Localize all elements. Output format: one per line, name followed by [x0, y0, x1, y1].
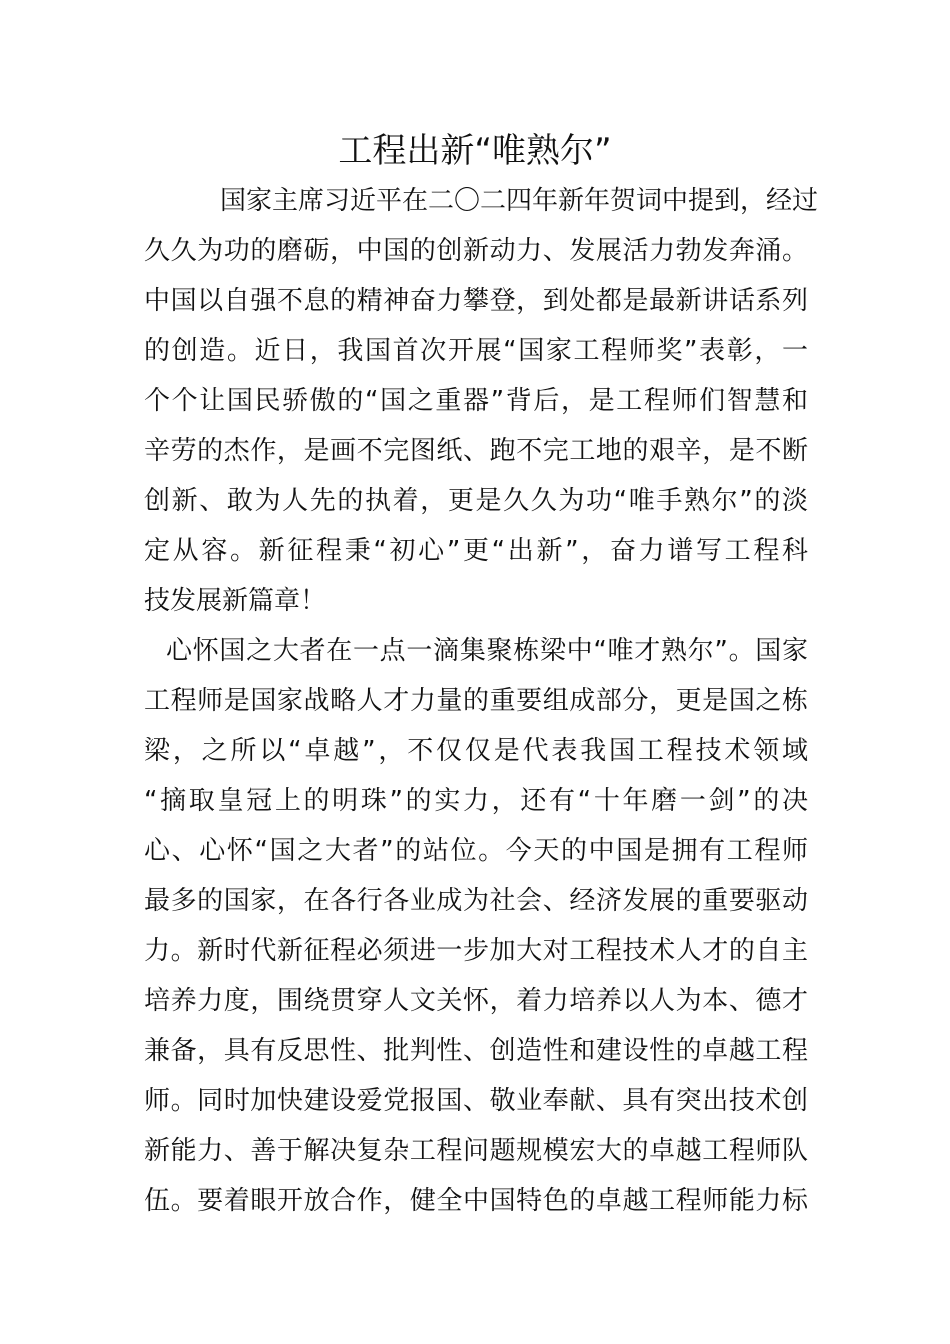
- paragraph-1-line: 中国以自强不息的精神奋力攀登，到处都是最新讲话系列: [144, 286, 808, 316]
- paragraph-2-line: 最多的国家，在各行各业成为社会、经济发展的重要驱动: [144, 886, 808, 916]
- paragraph-2-line: 心怀国之大者在一点一滴集聚栋梁中“唯才熟尔”。国家: [166, 636, 808, 666]
- paragraph-2-line: 师。同时加快建设爱党报国、敬业奉献、具有突出技术创: [144, 1086, 808, 1116]
- paragraph-2-line: 新能力、善于解决复杂工程问题规模宏大的卓越工程师队: [144, 1136, 808, 1166]
- paragraph-2-line: 伍。要着眼开放合作，健全中国特色的卓越工程师能力标: [144, 1186, 808, 1216]
- document-title: 工程出新“唯熟尔”: [338, 131, 612, 171]
- paragraph-2-line: “摘取皇冠上的明珠”的实力，还有“十年磨一剑”的决: [144, 786, 808, 816]
- paragraph-1-line: 的创造。近日，我国首次开展“国家工程师奖”表彰，一: [144, 336, 808, 366]
- paragraph-2-line: 梁，之所以“卓越”，不仅仅是代表我国工程技术领域: [144, 736, 808, 766]
- paragraph-1-line: 技发展新篇章！: [144, 586, 327, 616]
- paragraph-1-line: 国家主席习近平在二〇二四年新年贺词中提到，经过: [220, 186, 819, 216]
- paragraph-1-line: 创新、敢为人先的执着，更是久久为功“唯手熟尔”的淡: [144, 486, 808, 516]
- paragraph-1-line: 定从容。新征程秉“初心”更“出新”，奋力谱写工程科: [144, 536, 808, 566]
- paragraph-1-line: 辛劳的杰作，是画不完图纸、跑不完工地的艰辛，是不断: [144, 436, 808, 466]
- paragraph-2-line: 力。新时代新征程必须进一步加大对工程技术人才的自主: [144, 936, 808, 966]
- document-body: [144, 176, 819, 1226]
- paragraph-2-line: 工程师是国家战略人才力量的重要组成部分，更是国之栋: [144, 686, 808, 716]
- paragraph-1-line: 久久为功的磨砺，中国的创新动力、发展活力勃发奔涌。: [144, 236, 808, 266]
- paragraph-2-line: 心、心怀“国之大者”的站位。今天的中国是拥有工程师: [144, 836, 808, 866]
- paragraph-2-line: 兼备，具有反思性、批判性、创造性和建设性的卓越工程: [144, 1036, 808, 1066]
- paragraph-1-line: 个个让国民骄傲的“国之重器”背后，是工程师们智慧和: [144, 386, 808, 416]
- paragraph-2-line: 培养力度，围绕贯穿人文关怀，着力培养以人为本、德才: [144, 986, 808, 1016]
